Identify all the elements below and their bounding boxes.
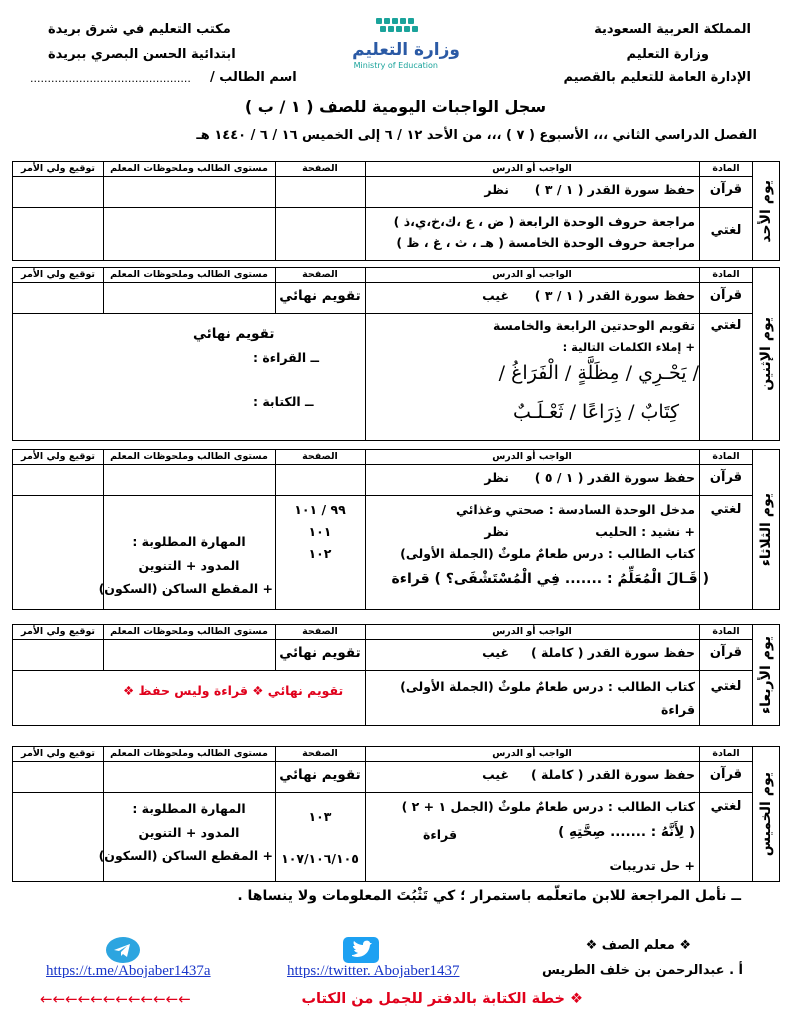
lang-line-4: ( قَـالَ الْمُعَلِّمُ : ....... فِي الْمُسْتَشْفَى؟ ) قراءة <box>391 571 709 587</box>
day-label: يوم الأربعاء <box>758 635 774 715</box>
teacher-label: ❖ معلم الصف ❖ <box>585 938 691 953</box>
quran-page: تقويم نهائي <box>279 645 361 661</box>
subject-quran: قرآن <box>709 470 743 485</box>
page-3: ١٠٢ <box>308 546 332 561</box>
col-page: الصفحة <box>302 163 338 174</box>
page-1: ٩٩ / ١٠١ <box>294 502 346 517</box>
level-title: تقويم نهائي <box>193 326 275 342</box>
lang-line-3: كتاب الطالب : درس طعامٌ ملوثٌ (الجملة الأولى) <box>400 546 695 561</box>
col-signature: توقيع ولي الأمر <box>21 163 95 174</box>
student-label: اسم الطالب / <box>210 70 297 85</box>
quran-page: تقويم نهائي <box>279 288 361 304</box>
subject-arabic: لغتي <box>710 799 742 814</box>
lang-line-1: مراجعة حروف الوحدة الرابعة ( ض ، ع ،ك،خ،ي،ذ ) <box>393 214 695 229</box>
col-homework: الواجب أو الدرس <box>492 748 572 759</box>
quran-page: تقويم نهائي <box>279 767 361 783</box>
lang-line-2: + إملاء الكلمات التالية : <box>562 340 695 354</box>
col-homework: الواجب أو الدرس <box>492 269 572 280</box>
quran-homework: حفظ سورة القدر ( كاملة ) <box>530 645 695 660</box>
col-page: الصفحة <box>302 451 338 462</box>
level-line-1: المهارة المطلوبة : <box>132 534 246 549</box>
day-label: يوم الإثنين <box>758 317 774 391</box>
level-line-2: المدود + التنوين <box>138 825 240 840</box>
level-line-1: المهارة المطلوبة : <box>132 801 246 816</box>
ministry-logo <box>318 14 478 74</box>
teacher-name: أ . عبدالرحمن بن خلف الطريس <box>541 963 743 978</box>
col-page: الصفحة <box>302 748 338 759</box>
page-2: ١٠٧/١٠٦/١٠٥ <box>281 851 359 866</box>
footer-note: ــ نأمل المراجعة للابن ماتعلّمه باستمرار ؛ كي تَثْبُتَ المعلومات ولا ينساها . <box>237 888 741 904</box>
quran-homework: حفظ سورة القدر ( ١ / ٣ ) <box>534 182 695 197</box>
quran-homework: حفظ سورة القدر ( ١ / ٥ ) <box>534 470 695 485</box>
twitter-link[interactable]: https://twitter. Abojaber1437 <box>287 963 460 979</box>
subject-quran: قرآن <box>709 767 743 782</box>
subject-quran: قرآن <box>709 645 743 660</box>
admin-name: الإدارة العامة للتعليم بالقصيم <box>563 70 751 85</box>
day-label-cell <box>752 162 779 260</box>
level-line-3: + المقطع الساكن (السكون) <box>98 848 273 863</box>
col-subject: المادة <box>712 451 740 462</box>
col-subject: المادة <box>712 748 740 759</box>
subject-arabic: لغتي <box>710 679 742 694</box>
col-signature: توقيع ولي الأمر <box>21 748 95 759</box>
level-note: تقويم نهائي ❖ قراءة وليس حفظ ❖ <box>123 683 344 698</box>
office-name: مكتب التعليم في شرق بريدة <box>48 22 231 37</box>
day-block-wednesday <box>12 624 780 726</box>
subject-arabic: لغتي <box>710 502 742 517</box>
subject-arabic: لغتي <box>710 318 742 333</box>
col-signature: توقيع ولي الأمر <box>21 451 95 462</box>
student-name-blank: .............................................. <box>30 72 191 85</box>
lang-line-2: ( لِأَنَّهُ : ....... صِحَّتِهِ ) <box>558 824 695 840</box>
lang-line-1: كتاب الطالب : درس طعامٌ ملوثٌ (الجمل ١ + ٢ ) <box>401 799 695 814</box>
red-arrows: ←←←←←←←←←←←← <box>40 990 191 1008</box>
col-homework: الواجب أو الدرس <box>492 163 572 174</box>
level-writing: ــ الكتابة : <box>253 394 314 409</box>
lang-line-1: مدخل الوحدة السادسة : صحتي وغذائي <box>456 502 695 517</box>
day-label: يوم الأحد <box>758 179 774 243</box>
col-subject: المادة <box>712 626 740 637</box>
level-line-3: + المقطع الساكن (السكون) <box>98 581 273 596</box>
col-subject: المادة <box>712 269 740 280</box>
lang-line-2-mode: قراءة <box>422 827 457 842</box>
telegram-link[interactable]: https://t.me/Abojaber1437a <box>46 963 211 979</box>
day-label-cell <box>752 268 779 440</box>
col-level: مستوى الطالب وملحوظات المعلم <box>110 451 268 462</box>
day-label-cell <box>752 747 779 881</box>
lang-line-1: كتاب الطالب : درس طعامٌ ملوثٌ (الجملة الأولى) <box>400 679 695 694</box>
lang-line-2: قراءة <box>660 702 695 717</box>
writing-plan: ❖ خطة الكتابة بالدفتر للجمل من الكتاب <box>301 991 583 1007</box>
quran-mode: غيب <box>482 645 509 660</box>
quran-mode: نظر <box>484 470 509 485</box>
kingdom-name: المملكة العربية السعودية <box>594 22 751 37</box>
subject-quran: قرآن <box>709 182 743 197</box>
subject-quran: قرآن <box>709 288 743 303</box>
school-name: ابتدائية الحسن البصري ببريدة <box>48 47 236 62</box>
logo-english: Ministry of Education <box>353 61 438 70</box>
lang-line-2-mode: نظر <box>484 524 509 539</box>
subject-arabic: لغتي <box>710 223 742 238</box>
page-title: سجل الواجبات اليومية للصف ( ١ / ب ) <box>244 97 547 116</box>
day-block-monday <box>12 267 780 441</box>
quran-mode: نظر <box>484 182 509 197</box>
col-homework: الواجب أو الدرس <box>492 451 572 462</box>
col-level: مستوى الطالب وملحوظات المعلم <box>110 626 268 637</box>
col-level: مستوى الطالب وملحوظات المعلم <box>110 269 268 280</box>
col-signature: توقيع ولي الأمر <box>21 269 95 280</box>
day-label-cell <box>752 450 779 609</box>
col-level: مستوى الطالب وملحوظات المعلم <box>110 163 268 174</box>
col-level: مستوى الطالب وملحوظات المعلم <box>110 748 268 759</box>
day-label-cell <box>752 625 779 725</box>
day-block-thursday <box>12 746 780 882</box>
level-reading: ــ القراءة : <box>253 350 320 365</box>
lang-line-2: مراجعة حروف الوحدة الخامسة ( هـ ، ث ، غ ، ظ ) <box>396 235 695 250</box>
quran-homework: حفظ سورة القدر ( ١ / ٣ ) <box>534 288 695 303</box>
lang-line-1: تقويم الوحدتين الرابعة والخامسة <box>492 318 695 333</box>
lang-line-2: + نشيد : الحليب <box>595 524 695 539</box>
col-signature: توقيع ولي الأمر <box>21 626 95 637</box>
day-label: يوم الخميس <box>758 771 774 857</box>
level-line-2: المدود + التنوين <box>138 558 240 573</box>
quran-homework: حفظ سورة القدر ( كاملة ) <box>530 767 695 782</box>
quran-mode: غيب <box>482 288 509 303</box>
col-homework: الواجب أو الدرس <box>492 626 572 637</box>
quran-mode: غيب <box>482 767 509 782</box>
ministry-name: وزارة التعليم <box>626 47 709 62</box>
dictation-words-1: / يَحْـرِي / مِظَلَّةٍ / الْفَرَاغُ / <box>498 362 699 384</box>
page-2: ١٠١ <box>308 524 332 539</box>
col-page: الصفحة <box>302 269 338 280</box>
page-1: ١٠٣ <box>308 809 332 824</box>
lang-line-3: + حل تدريبات <box>609 858 695 873</box>
day-block-tuesday <box>12 449 780 610</box>
dictation-words-2: كِتَابٌ / ذِرَاعًا / ثَعْـلَـبٌ <box>513 401 679 423</box>
col-page: الصفحة <box>302 626 338 637</box>
col-subject: المادة <box>712 163 740 174</box>
logo-arabic: وزارة التعليم <box>352 40 460 60</box>
day-label: يوم الثلاثاء <box>758 492 774 567</box>
week-info: الفصل الدراسي الثاني ،،، الأسبوع ( ٧ ) ،،، من الأحد ١٢ / ٦ إلى الخميس ١٦ / ٦ / ١٤٤٠ هـ <box>196 128 757 143</box>
day-block-sunday <box>12 161 780 261</box>
